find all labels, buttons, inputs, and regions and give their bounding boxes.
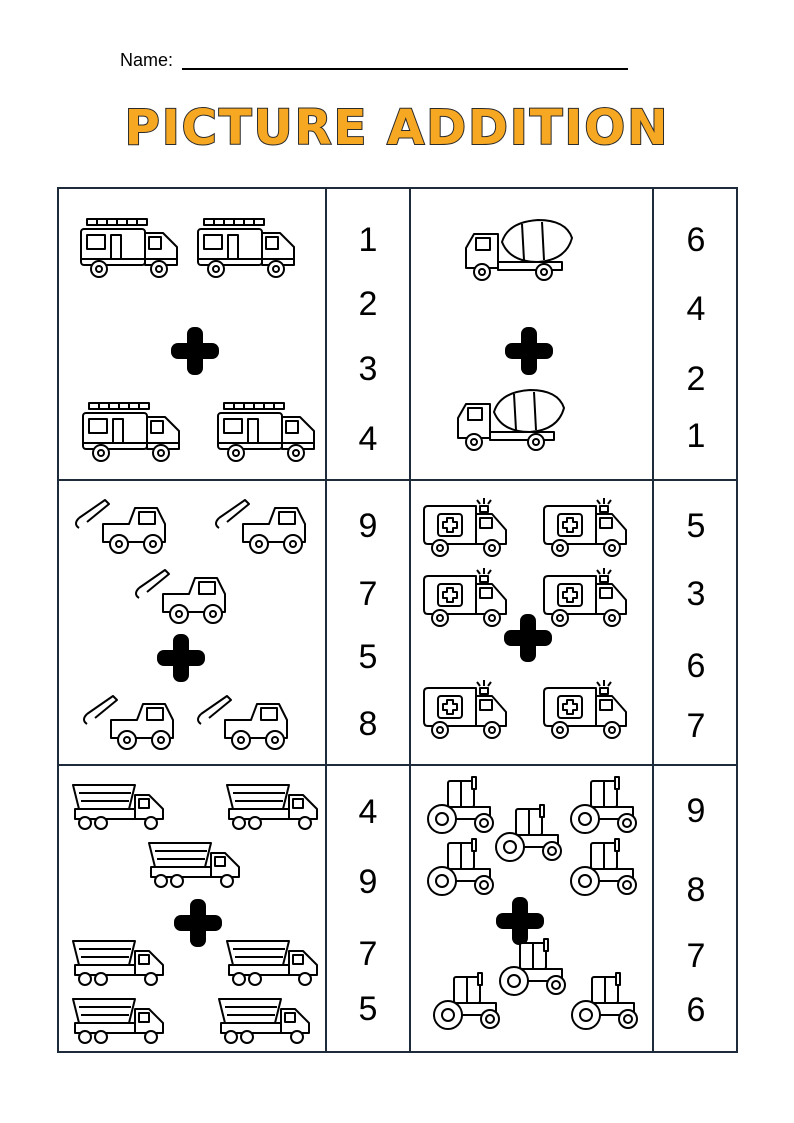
tractor-icon [422,775,496,837]
answer-option[interactable]: 3 [358,350,378,388]
plus-icon [167,323,223,379]
tow-truck-icon [191,690,297,752]
dump-truck-icon [145,837,245,889]
problem-3-pictures [57,480,326,765]
ambulance-icon [422,564,512,632]
answer-option[interactable]: 9 [686,792,706,830]
dump-truck-icon [69,993,169,1045]
dump-truck-icon [69,779,169,831]
problem-4-pictures [410,480,653,765]
ambulance-icon [422,676,512,744]
tractor-icon [494,937,568,999]
answer-option[interactable]: 5 [358,638,378,676]
fire-truck-icon [79,399,183,467]
answer-option[interactable]: 6 [686,991,706,1029]
cement-mixer-icon [454,382,574,460]
fire-truck-icon [214,399,318,467]
tractor-icon [490,803,564,865]
answer-option[interactable]: 1 [686,417,706,455]
answer-option[interactable]: 1 [358,221,378,259]
tractor-icon [422,837,496,899]
ambulance-icon [422,494,512,562]
name-input-line[interactable] [182,68,628,70]
answer-option[interactable]: 4 [686,290,706,328]
answer-option[interactable]: 9 [358,863,378,901]
problem-grid [57,187,738,1053]
answer-option[interactable]: 5 [686,507,706,545]
dump-truck-icon [223,779,323,831]
fire-truck-icon [194,215,298,283]
answer-option[interactable]: 7 [358,575,378,613]
plus-icon [501,323,557,379]
ambulance-icon [542,676,632,744]
ambulance-icon [542,494,632,562]
tractor-icon [565,775,639,837]
tractor-icon [428,971,502,1033]
dump-truck-icon [69,935,169,987]
answer-option[interactable]: 4 [358,420,378,458]
answer-option[interactable]: 7 [358,935,378,973]
answer-option[interactable]: 9 [358,507,378,545]
problem-6-pictures [410,765,653,1053]
answer-option[interactable]: 3 [686,575,706,613]
tractor-icon [565,837,639,899]
name-label: Name: [120,50,174,70]
tow-truck-icon [77,690,183,752]
problem-5-pictures [57,765,326,1053]
problem-2-pictures [410,187,653,480]
answer-option[interactable]: 4 [358,793,378,831]
answer-option[interactable]: 8 [358,705,378,743]
answer-option[interactable]: 6 [686,221,706,259]
problem-1-pictures [57,187,326,480]
plus-icon [500,610,556,666]
answer-option[interactable]: 5 [358,990,378,1028]
plus-icon [153,630,209,686]
answer-option[interactable]: 8 [686,871,706,909]
tractor-icon [566,971,640,1033]
tow-truck-icon [209,494,315,556]
dump-truck-icon [223,935,323,987]
plus-icon [170,895,226,951]
answer-option[interactable]: 7 [686,937,706,975]
dump-truck-icon [215,993,315,1045]
answer-option[interactable]: 2 [686,360,706,398]
fire-truck-icon [77,215,181,283]
answer-option[interactable]: 7 [686,707,706,745]
tow-truck-icon [129,564,235,626]
cement-mixer-icon [462,212,582,284]
page-title: PICTURE ADDITION [124,100,670,156]
answer-option[interactable]: 2 [358,285,378,323]
tow-truck-icon [69,494,175,556]
answer-option[interactable]: 6 [686,647,706,685]
